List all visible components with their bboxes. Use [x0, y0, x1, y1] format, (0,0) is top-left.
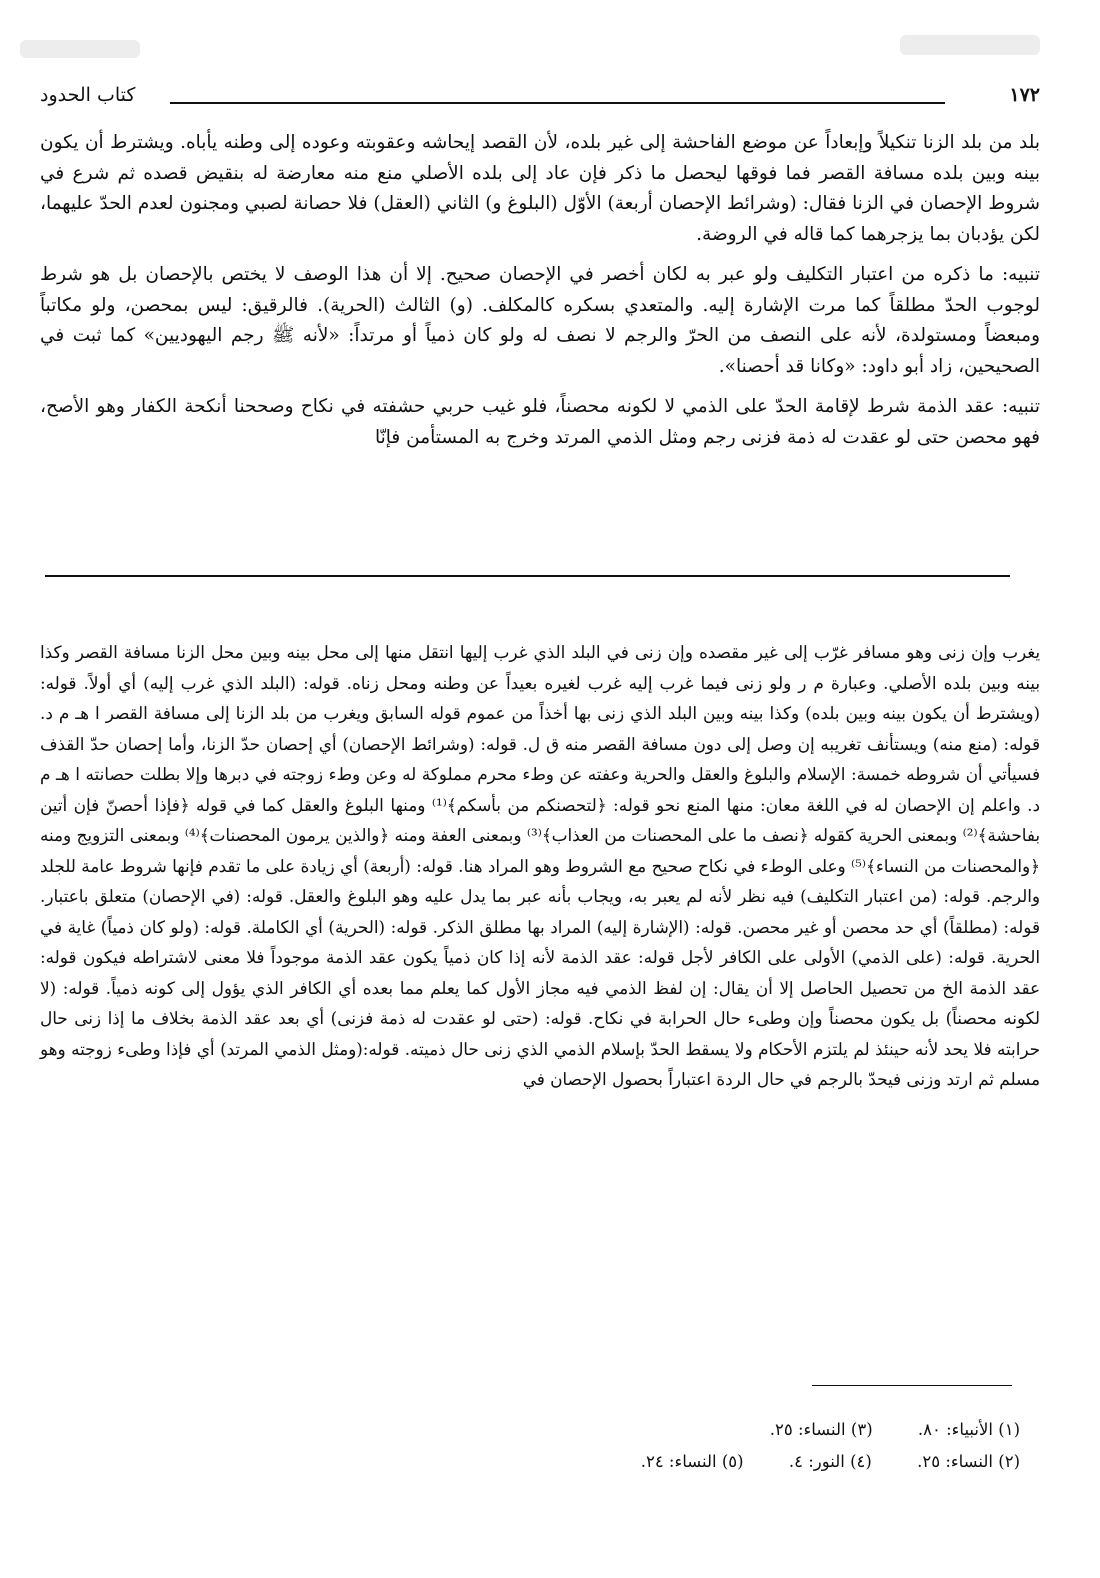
main-text — [40, 128, 1040, 463]
footnote: (٢) النساء: ٢٥. — [917, 1452, 1020, 1471]
footnote-rule — [812, 1385, 1012, 1386]
scan-smudge-top-right — [900, 35, 1040, 55]
scan-smudge-top-left — [20, 40, 140, 58]
page-header — [40, 84, 1040, 124]
footnote: (٤) النور: ٤. — [788, 1452, 872, 1471]
footnote: (٣) النساء: ٢٥. — [769, 1420, 873, 1439]
page-number: ١٧٢ — [1009, 84, 1040, 106]
section-divider — [45, 575, 1010, 577]
footnote: (١) الأنبياء: ٨٠. — [917, 1420, 1020, 1439]
footnote: (٥) النساء: ٢٤. — [640, 1452, 744, 1471]
commentary-text — [40, 637, 1040, 1095]
main-paragraph: تنبيه: ما ذكره من اعتبار التكليف ولو عبر به لكان أخصر في الإحصان صحيح. إلا أن هذا الوصف لا يختص بالإحصان بل هو شرط لوجوب الحدّ مطلقاً كما مرت الإشارة إليه. والمتعدي بسكره كالمكلف. (و) الثالث (الحرية). فالرقيق: ليس بمحصن، ولو مكاتباً ومبعضاً ومستولدة، لأنه على النصف من الحرّ والرجم لا نصف له ولو كان ذمياً أو مرتداً: «لأنه ﷺ رجم اليهوديين» كما ثبت في الصحيحين، زاد أبو داود: «وكانا قد أحصنا». — [40, 264, 1040, 377]
main-paragraph: بلد من بلد الزنا تنكيلاً وإبعاداً عن موضع الفاحشة إلى غير بلده، لأن القصد إيحاشه وعقوبته وعوده إلى وطنه يأباه. ويشترط أن يكون بينه وبين بلده مسافة القصر فما فوقها ليحصل ما ذكر فإن عاد إلى بلده الأصلي منع منه معارضة له بنقيض قصده ثم شرع في شروط الإحصان في الزنا فقال: (وشرائط الإحصان أربعة) الأوّل (البلوغ و) الثاني (العقل) فلا حصانة لصبي ومجنون لعدم الحدّ عليهما، لكن يؤدبان بما يزجرهما كما قاله في الروضة. — [40, 132, 1040, 245]
main-paragraph: تنبيه: عقد الذمة شرط لإقامة الحدّ على الذمي لا لكونه محصناً، فلو غيب حربي حشفته في نكاح وصححنا أنكحة الكفار وهو الأصح، فهو محصن حتى لو عقدت له ذمة فزنى رجم ومثل الذمي المرتد وخرج به المستأمن فإنّا — [40, 396, 1040, 448]
header-rule — [170, 102, 945, 104]
book-title: كتاب الحدود — [40, 84, 136, 106]
footnotes-row-2 — [420, 1452, 1020, 1476]
footnotes-row-1 — [420, 1420, 1020, 1444]
commentary-paragraph: يغرب وإن زنى وهو مسافر غرّب إلى غير مقصده وإن زنى في البلد الذي غرب إليها انتقل منها إلى محل بينه وبين محل الزنا مسافة القصر وكذا بينه وبين بلده الأصلي. وعبارة م ر ولو زنى فيما غرب إليه غرب لغيره بعيداً عن وطنه ومحل زناه. قوله: (البلد الذي غرب إليه) أي أولاً. قوله: (ويشترط أن يكون بينه وبين بلده) وكذا بينه وبين البلد الذي زنى بها أخذاً من عموم قوله السابق ويغرب من بلد الزنا إلى مسافة القصر ا هـ م د. قوله: (منع منه) ويستأنف تغريبه إن وصل إلى دون مسافة القصر منه ق ل. قوله: (وشرائط الإحصان) أي إحصان حدّ الزنا، وأما إحصان حدّ القذف فسيأتي أن شروطه خمسة: الإسلام والبلوغ والعقل والحرية وعفته عن وطء محرم مملوكة له وعن وطء زوجته في دبرها وإلا بطلت حصانته ا هـ م د. واعلم إن الإحصان له في اللغة معان: منها المنع نحو قوله: ﴿لتحصنكم من بأسكم﴾⁽¹⁾ ومنها البلوغ والعقل كما في قوله ﴿فإذا أحصنّ فإن أتين بفاحشة﴾⁽²⁾ وبمعنى الحرية كقوله ﴿نصف ما على المحصنات من العذاب﴾⁽³⁾ وبمعنى العفة ومنه ﴿والذين يرمون المحصنات﴾⁽⁴⁾ وبمعنى التزويج ومنه ﴿والمحصنات من النساء﴾⁽⁵⁾ وعلى الوطء في نكاح صحيح مع الشروط وهو المراد هنا. قوله: (أربعة) أي زيادة على ما تقدم فإنها شروط عامة للجلد والرجم. قوله: (من اعتبار التكليف) فيه نظر لأنه لم يعبر به، ويجاب بأنه عبر بما يدل عليه وهو البلوغ والعقل. قوله: (في الإحصان) متعلق باعتبار. قوله: (مطلقاً) أي حد محصن أو غير محصن. قوله: (الإشارة إليه) المراد بها مطلق الذكر. قوله: (الحرية) أي الكاملة. قوله: (ولو كان ذمياً) غاية في الحرية. قوله: (على الذمي) الأولى على الكافر لأجل قوله: عقد الذمة لأنه إذا كان ذمياً يكون عقد الذمة موجوداً فلا معنى لاشتراطه فيكون قوله: عقد الذمة الخ من تحصيل الحاصل إلا أن يقال: إن لفظ الذمي فيه مجاز الأول كما يعلم مما بعده أي الكافر الذي يؤول إلى كونه ذمياً. قوله: (لا لكونه محصناً) بل يكون محصناً وإن وطىء حال الحرابة في نكاح. قوله: (حتى لو عقدت له ذمة فزنى) أي بعد عقد الذمة بخلاف ما إذا زنى حال حرابته فلا يحد لأنه حينئذ لم يلتزم الأحكام ولا يسقط الحدّ بإسلام الذمي الذي زنى حال ذميته. قوله:(ومثل الذمي المرتد) أي فإذا وطىء زوجته وهو مسلم ثم ارتد وزنى فيحدّ بالرجم في حال الردة اعتباراً بحصول الإحصان في — [40, 642, 1041, 1089]
